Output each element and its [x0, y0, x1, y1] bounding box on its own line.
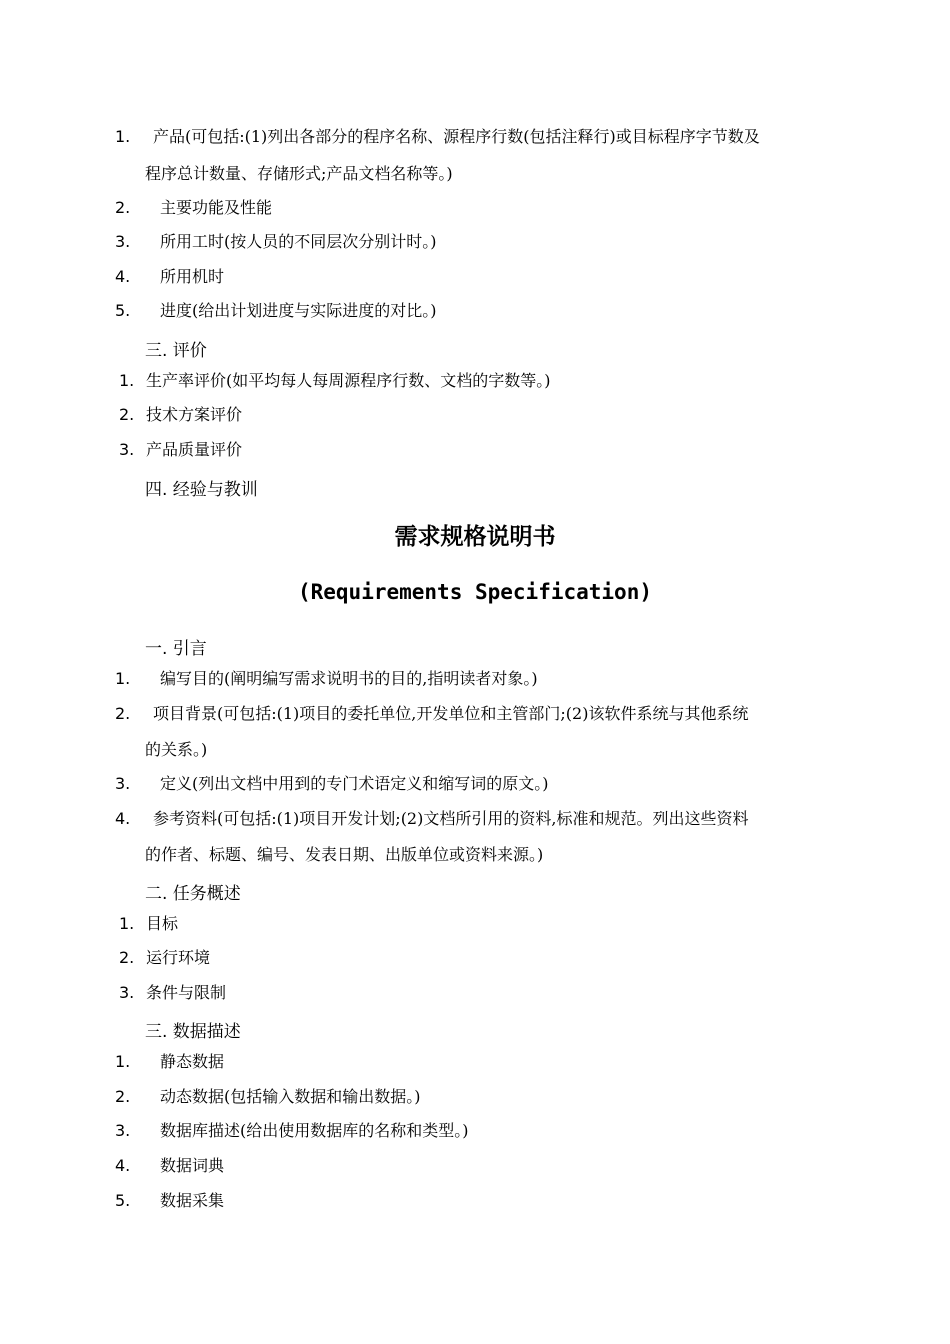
item-number: 3.: [119, 983, 135, 1002]
item-text: 编写目的(阐明编写需求说明书的目的,指明读者对象。): [160, 669, 538, 688]
item-text: 程序总计数量、存储形式;产品文档名称等。): [145, 164, 453, 183]
item-number: 1.: [115, 1052, 131, 1071]
item-text: 的作者、标题、编号、发表日期、出版单位或资料来源。): [145, 845, 544, 864]
item-text: 项目背景(可包括:(1)项目的委托单位,开发单位和主管部门;(2)该软件系统与其他系统: [153, 704, 749, 723]
item-text: 参考资料(可包括:(1)项目开发计划;(2)文档所引用的资料,标准和规范。列出这些资料: [153, 809, 749, 828]
item-text: 主要功能及性能: [160, 198, 273, 217]
item-text: 数据库描述(给出使用数据库的名称和类型。): [160, 1121, 469, 1140]
item-text: 技术方案评价: [146, 405, 243, 424]
item-text: 的关系。): [145, 740, 208, 759]
item-number: 3.: [115, 774, 131, 793]
item-number: 2.: [119, 948, 135, 967]
item-text: 数据词典: [160, 1156, 225, 1175]
item-number: 4.: [115, 809, 131, 828]
item-number: 5.: [115, 301, 131, 320]
item-number: 3.: [115, 1121, 131, 1140]
item-number: 4.: [115, 267, 131, 286]
item-text: 产品质量评价: [146, 440, 243, 459]
item-number: 1.: [115, 669, 131, 688]
item-text: 产品(可包括:(1)列出各部分的程序名称、源程序行数(包括注释行)或目标程序字节数及: [153, 127, 760, 146]
item-text: 目标: [146, 914, 179, 933]
item-number: 5.: [115, 1191, 131, 1210]
item-number: 2.: [115, 704, 131, 723]
section-heading: 三. 评价: [145, 341, 207, 361]
item-number: 2.: [115, 1087, 131, 1106]
item-number: 3.: [119, 440, 135, 459]
item-text: 数据采集: [160, 1191, 225, 1210]
item-text: 动态数据(包括输入数据和输出数据。): [160, 1087, 421, 1106]
document-subtitle: (Requirements Specification): [297, 580, 652, 604]
item-text: 定义(列出文档中用到的专门术语定义和缩写词的原文。): [160, 774, 549, 793]
item-text: 静态数据: [160, 1052, 225, 1071]
item-text: 生产率评价(如平均每人每周源程序行数、文档的字数等。): [146, 371, 551, 390]
item-number: 2.: [115, 198, 131, 217]
document-title: 需求规格说明书: [394, 524, 556, 550]
item-number: 2.: [119, 405, 135, 424]
item-number: 4.: [115, 1156, 131, 1175]
item-number: 1.: [115, 127, 131, 146]
section-heading: 四. 经验与教训: [145, 480, 258, 500]
item-text: 运行环境: [146, 948, 211, 967]
item-text: 所用工时(按人员的不同层次分别计时。): [160, 232, 437, 251]
item-text: 所用机时: [160, 267, 225, 286]
item-number: 3.: [115, 232, 131, 251]
item-number: 1.: [119, 371, 135, 390]
section-heading: 二. 任务概述: [145, 884, 241, 904]
section-heading: 三. 数据描述: [145, 1022, 241, 1042]
item-text: 进度(给出计划进度与实际进度的对比。): [160, 301, 437, 320]
item-number: 1.: [119, 914, 135, 933]
section-heading: 一. 引言: [145, 639, 207, 659]
item-text: 条件与限制: [146, 983, 227, 1002]
